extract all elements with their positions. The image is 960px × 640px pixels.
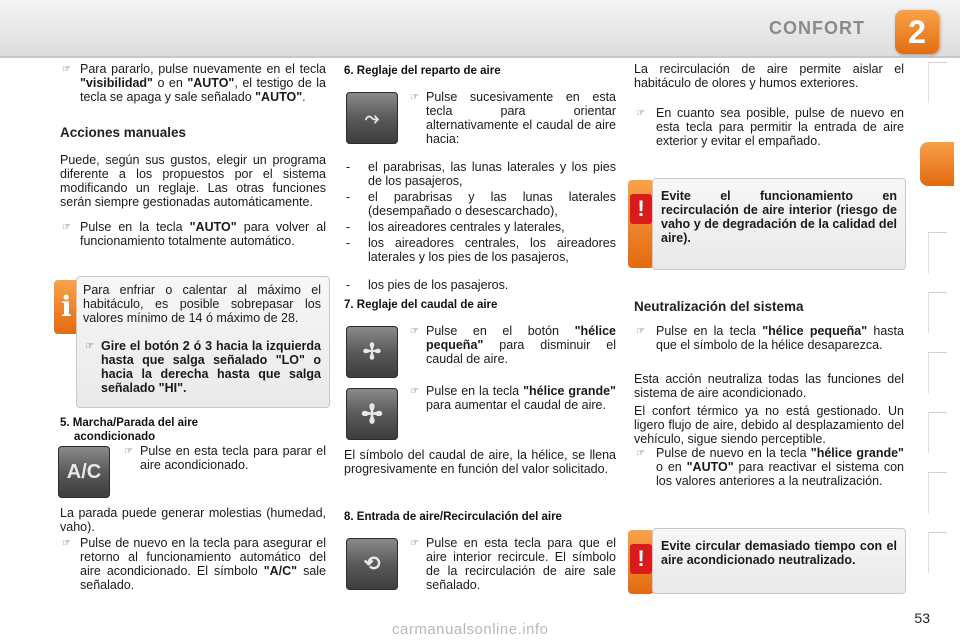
section-8-title: 8. Entrada de aire/Recirculación del aire — [344, 511, 562, 523]
watermark-text: carmanualsonline.info — [392, 621, 549, 638]
exclamation-icon: ! — [630, 544, 652, 574]
pointing-hand-icon: ☞ — [410, 538, 419, 549]
list-item: el parabrisas, las lunas laterales y los pies de los pasajeros, — [368, 160, 616, 188]
neutralization-bullet-2: Pulse de nuevo en la tecla "hélice grande" o en "AUTO" para reactivar el sistema con los valores anteriores a la neutralización. — [656, 446, 904, 488]
chapter-tab[interactable] — [928, 472, 947, 513]
info-bullet: Gire el botón 2 ó 3 hacia la izquierda hasta que salga señalado "LO" o hacia la derecha hasta que salga señalado "HI". — [101, 339, 321, 395]
warning-badge — [628, 180, 654, 268]
info-text: Para enfriar o calentar al máximo el habitáculo, es posible sobrepasar los valores mínimo de 14 ó máximo de 28. — [83, 283, 321, 325]
pointing-hand-icon: ☞ — [85, 341, 94, 352]
pointing-hand-icon: ☞ — [636, 326, 645, 337]
chapter-tab[interactable] — [928, 62, 947, 103]
section-title: CONFORT — [769, 18, 865, 38]
acciones-heading: Acciones manuales — [60, 125, 187, 140]
pointing-hand-icon: ☞ — [62, 222, 71, 233]
pointing-hand-icon: ☞ — [410, 92, 419, 103]
page-number: 53 — [914, 610, 930, 626]
section-8-bullet: Pulse en esta tecla para que el aire interior recircule. El símbolo de la recirculación de aire sale señalado. — [426, 536, 616, 592]
ac-button-image — [58, 446, 110, 498]
recirculation-text: La recirculación de aire permite aislar el habitáculo de olores y humos exteriores. — [634, 62, 904, 90]
list-item: los aireadores centrales, los aireadores laterales y los pies de los pasajeros, — [368, 236, 616, 264]
acciones-text: Puede, según sus gustos, elegir un programa diferente a los propuestos por el sistema modificando un reglaje. Las otras funciones serán siempre gestionadas automáticamente. — [60, 153, 326, 209]
pointing-hand-icon: ☞ — [636, 448, 645, 459]
chapter-badge: 2 — [895, 10, 939, 54]
large-fan-icon: ✢ — [361, 399, 383, 429]
pointing-hand-icon: ☞ — [62, 538, 71, 549]
chapter-tab[interactable] — [928, 292, 947, 333]
section-5-title-cont: acondicionado — [74, 431, 156, 443]
warning-badge — [628, 530, 654, 594]
section-7-title: 7. Reglaje del caudal de aire — [344, 299, 498, 311]
warning-text: Evite circular demasiado tiempo con el aire acondicionado neutralizado. — [661, 539, 897, 567]
pointing-hand-icon: ☞ — [124, 446, 133, 457]
warning-box-recirculation — [652, 178, 906, 270]
pointing-hand-icon: ☞ — [636, 108, 645, 119]
air-distribution-icon: ⤳ — [364, 108, 380, 128]
info-icon: i — [61, 290, 72, 323]
neutralization-text-1: Esta acción neutraliza todas las funciones del sistema de aire acondicionado. — [634, 372, 904, 400]
neutralization-bullet-1: Pulse en la tecla "hélice pequeña" hasta que el símbolo de la hélice desaparezca. — [656, 324, 904, 352]
chapter-tab[interactable] — [928, 532, 947, 573]
recirculation-button-image — [346, 538, 398, 590]
stop-warning-text: La parada puede generar molestias (humedad, vaho). — [60, 506, 326, 534]
warning-box-neutralization — [652, 528, 906, 594]
small-fan-button-image — [346, 326, 398, 378]
air-distribution-button-image — [346, 92, 398, 144]
section-6-bullet: Pulse sucesivamente en esta tecla para orientar alternativamente el caudal de aire hacia: — [426, 90, 616, 146]
ac-return-paragraph: Pulse de nuevo en la tecla para asegurar el retorno al funcionamiento automático del aire acondicionado. El símbolo "A/C" sale señalado. — [80, 536, 326, 592]
list-item: los aireadores centrales y laterales, — [368, 220, 565, 234]
chapter-tab[interactable] — [928, 352, 947, 393]
section-7-text: El símbolo del caudal de aire, la hélice, se llena progresivamente en función del valor solicitado. — [344, 448, 616, 476]
neutralization-heading: Neutralización del sistema — [634, 299, 804, 314]
pointing-hand-icon: ☞ — [410, 326, 419, 337]
list-item: el parabrisas y las lunas laterales (desempañado o desescarchado), — [368, 190, 616, 218]
ac-label: A/C — [66, 461, 102, 483]
small-fan-icon: ✢ — [362, 339, 382, 364]
warning-text: Evite el funcionamiento en recirculación de aire interior (riesgo de vaho y de degradación de la calidad del aire). — [661, 189, 897, 245]
section-5-title: 5. Marcha/Parada del aire — [60, 417, 199, 429]
info-box — [76, 276, 330, 408]
recirculation-bullet: En cuanto sea posible, pulse de nuevo en esta tecla para permitir la entrada de aire exterior y evitar el empañado. — [656, 106, 904, 148]
pointing-hand-icon: ☞ — [410, 386, 419, 397]
auto-return-paragraph: Pulse en la tecla "AUTO" para volver al funcionamiento totalmente automático. — [80, 220, 326, 248]
neutralization-text-2: El confort térmico ya no está gestionado. Un ligero flujo de aire, debido al desplazamiento del vehículo, sigue siendo perceptible. — [634, 404, 904, 446]
section-7-bullet-1: Pulse en el botón "hélice pequeña" para disminuir el caudal de aire. — [426, 324, 616, 366]
chapter-tab[interactable] — [928, 232, 947, 273]
section-6-title: 6. Reglaje del reparto de aire — [344, 65, 501, 77]
chapter-tab-active[interactable] — [920, 142, 954, 186]
recirculation-icon: ⟲ — [363, 553, 381, 575]
list-item: los pies de los pasajeros. — [368, 278, 509, 292]
section-7-bullet-2: Pulse en la tecla "hélice grande" para aumentar el caudal de aire. — [426, 384, 616, 412]
section-5-bullet: Pulse en esta tecla para parar el aire acondicionado. — [140, 444, 326, 472]
exclamation-icon: ! — [630, 194, 652, 224]
header-divider — [0, 56, 960, 58]
chapter-tab[interactable] — [928, 412, 947, 453]
large-fan-button-image — [346, 388, 398, 440]
stop-auto-paragraph: Para pararlo, pulse nuevamente en el tecla "visibilidad" o en "AUTO", el testigo de la tecla se apaga y sale señalado "AUTO". — [80, 62, 326, 104]
chapter-tab-rail — [928, 62, 960, 622]
pointing-hand-icon: ☞ — [62, 64, 71, 75]
